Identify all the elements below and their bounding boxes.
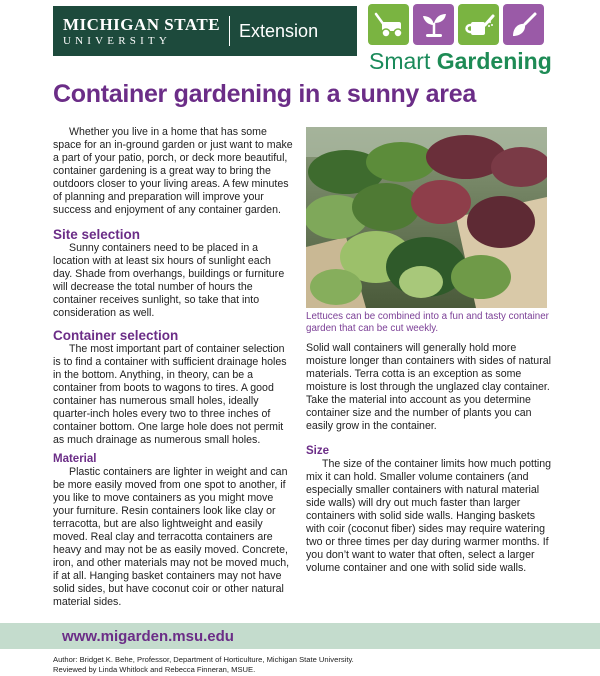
site-selection-heading: Site selection — [53, 227, 141, 242]
container-selection-text: The most important part of container selection is to find a container with sufficient drainage holes in the bottom. Anything, in theory, can be a container from boots to wagons to tires. A good container has numerous small holes, ideally quarter-inch holes every two to three inches of container bottom. One large hole does not permit as much drainage as numerous small holes. — [53, 343, 287, 446]
container-selection-heading: Container selection — [53, 328, 179, 343]
msu-extension-banner — [53, 6, 357, 56]
msu-logo — [63, 16, 220, 47]
brand-word-smart: Smart — [369, 48, 431, 74]
extension-label: Extension — [239, 20, 319, 41]
lettuce-container-photo — [306, 127, 547, 308]
footer-url-link[interactable]: www.migarden.msu.edu — [62, 627, 234, 645]
size-text: The size of the container limits how much potting mix it can hold. Smaller volume containers (and especially smaller containers with natural material side walls) will dry out much faster than larger containers with solid side walls. Hanging baskets with coir (coconut fiber) sides may require watering two or three times per day during warmer months. If you don’t want to water that often, select a larger volume container and one with solid side walls. — [306, 458, 552, 574]
photo-caption: Lettuces can be combined into a fun and tasty container garden that can be cut weekly. — [306, 311, 549, 334]
msu-logo-line2: UNIVERSITY — [63, 34, 171, 47]
intro-paragraph: Whether you live in a home that has some space for an in-ground garden or just want to make a part of your patio, porch, or deck more beautiful, container gardening is a great way to bring the outdoors closer to your living areas. A few minutes of planning and preparation will improve your success and enjoyment of any container garden. — [53, 126, 293, 216]
credits — [53, 655, 354, 674]
msu-logo-line1: MICHIGAN STATE — [63, 14, 221, 34]
size-heading: Size — [306, 445, 330, 457]
left-column — [53, 126, 293, 609]
reviewer-line: Reviewed by Linda Whitlock and Rebecca Finneran, MSUE. — [53, 664, 256, 674]
site-selection-text: Sunny containers need to be placed in a location with at least six hours of sunlight each day. Shade from overhangs, buildings or furniture will decrease the total number of hours the container receives sunlight, so take that into consideration as well. — [53, 242, 285, 319]
author-line: Author: Bridget K. Behe, Professor, Department of Horticulture, Michigan State University. — [53, 655, 354, 664]
material-text: Plastic containers are lighter in weight and can be more easily moved from one spot to another, if you like to move containers as you might move your furniture. Resin containers look like clay or terracotta, but are also lightweight and easily moved. Real clay and terracotta containers are heavy and may not be as easily moved. Concrete, iron, and other materials may not be moved much, if at all. Hanging basket containers may not have solid sides, but have coconut coir or other natural material sides. — [53, 466, 290, 608]
banner-divider — [229, 16, 230, 46]
smart-gardening-logo — [369, 48, 552, 75]
brand-word-gardening: Gardening — [436, 48, 552, 74]
smart-gardening-icons — [368, 4, 544, 45]
footer-band — [0, 623, 600, 649]
lawnmower-icon — [368, 4, 409, 45]
watering-can-icon — [458, 4, 499, 45]
seedling-icon — [413, 4, 454, 45]
trowel-icon — [503, 4, 544, 45]
page-title: Container gardening in a sunny area — [53, 80, 476, 108]
material-heading: Material — [53, 453, 97, 465]
right-column — [306, 342, 552, 575]
solid-wall-paragraph: Solid wall containers will generally hold more moisture longer than containers with sides of natural materials. Terra cotta is an exception as some moisture is lost through the unglazed clay container. Take the material into account as you determine container size and the number of plants you can easily grow in the container. — [306, 342, 551, 432]
